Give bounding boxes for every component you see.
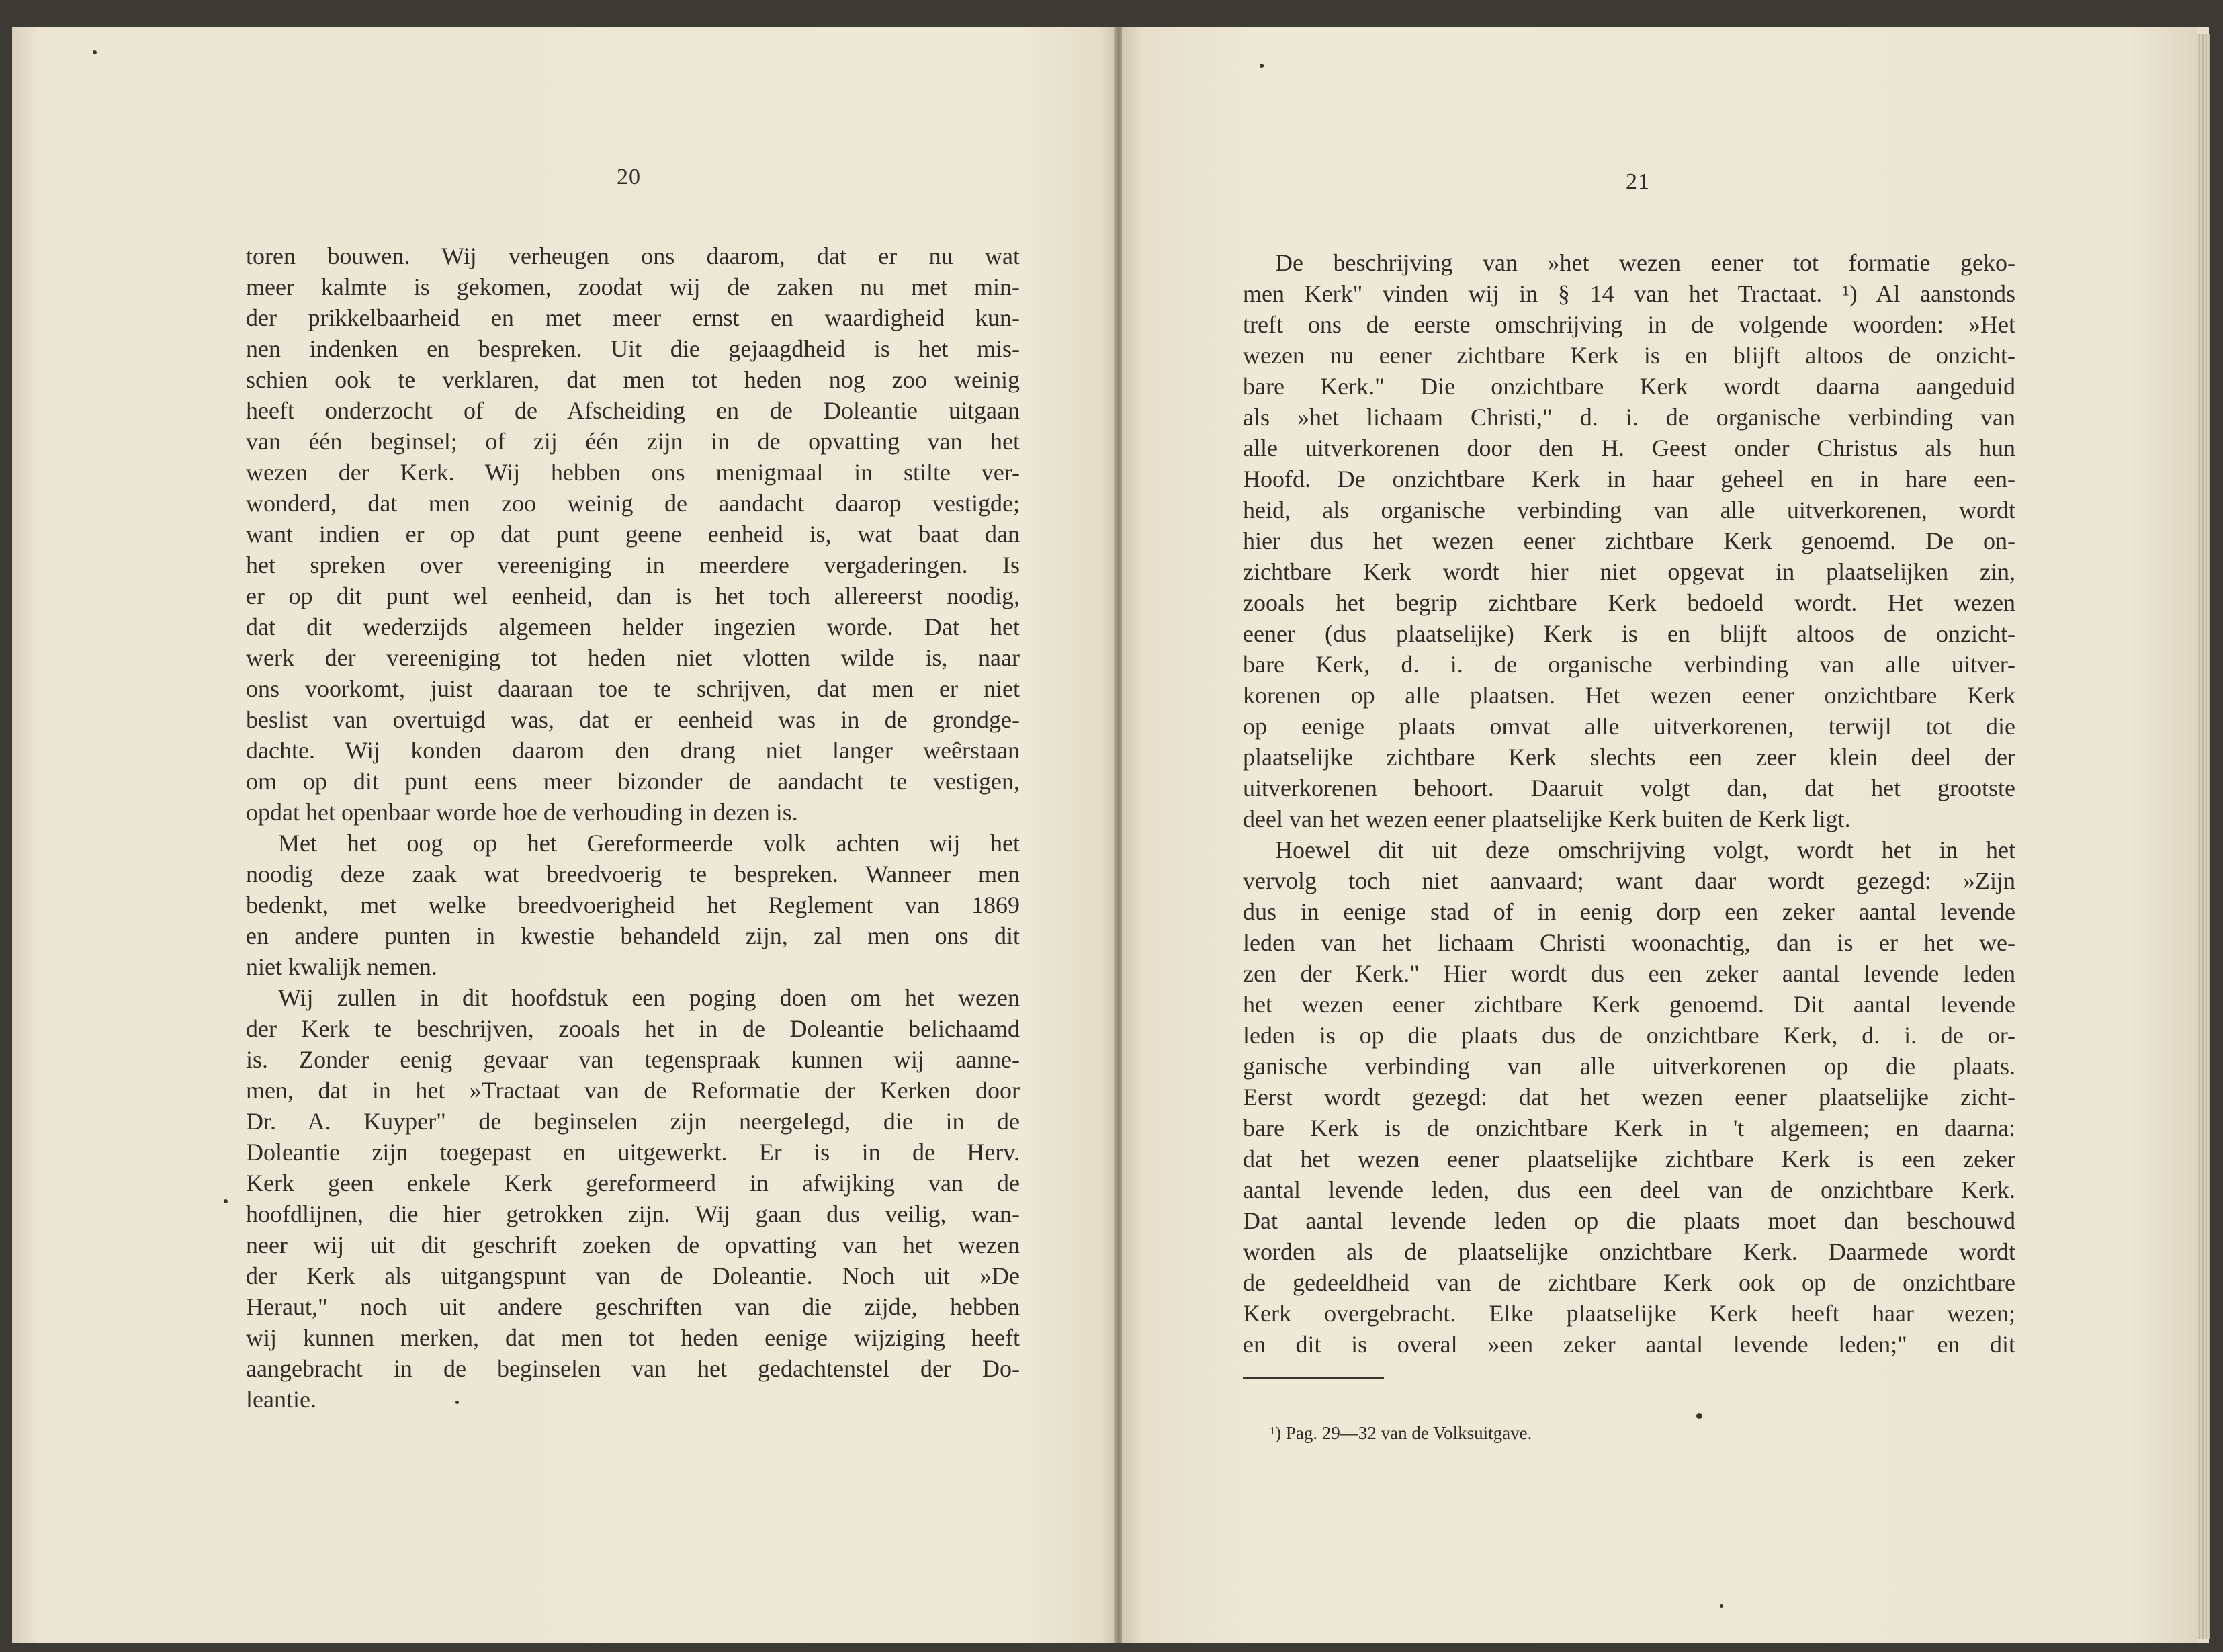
text-line: dus in eenige stad of in eenig dorp een zeker aantal levende	[1243, 898, 2015, 925]
text-line: beslist van overtuigd was, dat er eenheid was in de grondge-	[246, 706, 1020, 733]
text-line: bedenkt, met welke breedvoerigheid het Reglement van 1869	[246, 892, 1020, 918]
text-line: der prikkelbaarheid en met meer ernst en waardigheid kun-	[246, 304, 1020, 331]
text-line: opdat het openbaar worde hoe de verhouding in dezen is.	[246, 799, 798, 826]
text-line: ganische verbinding van alle uitverkorenen op die plaats.	[1243, 1053, 2015, 1080]
text-line: Doleantie zijn toegepast en uitgewerkt. Er is in de Herv.	[246, 1139, 1020, 1166]
text-line: heeft onderzocht of de Afscheiding en de Doleantie uitgaan	[246, 397, 1020, 424]
text-line: Wij zullen in dit hoofdstuk een poging doen om het wezen	[278, 984, 1020, 1011]
page-speck	[1260, 64, 1264, 68]
page-speck	[93, 50, 97, 54]
right-page	[1122, 27, 2197, 1643]
text-line: van één beginsel; of zij één zijn in de opvatting van het	[246, 428, 1020, 455]
page-speck	[1696, 1413, 1702, 1419]
text-line: en andere punten in kwestie behandeld zijn, zal men ons dit	[246, 922, 1020, 949]
text-line: leden is op die plaats dus de onzichtbare Kerk, d. i. de or-	[1243, 1022, 2015, 1049]
text-line: Dr. A. Kuyper" de beginselen zijn neergelegd, die in de	[246, 1108, 1020, 1135]
text-line: Heraut," noch uit andere geschriften van die zijde, hebben	[246, 1293, 1020, 1320]
text-line: worden als de plaatselijke onzichtbare Kerk. Daarmede wordt	[1243, 1238, 2015, 1265]
text-line: dat het wezen eener plaatselijke zichtbare Kerk is een zeker	[1243, 1145, 2015, 1172]
text-line: Kerk overgebracht. Elke plaatselijke Kerk heeft haar wezen;	[1243, 1300, 2015, 1327]
page-block-edge	[2197, 34, 2210, 1639]
text-line: toren bouwen. Wij verheugen ons daarom, dat er nu wat	[246, 243, 1020, 269]
text-line: aangebracht in de beginselen van het gedachtenstel der Do-	[246, 1355, 1020, 1382]
text-line: wonderd, dat men zoo weinig de aandacht daarop vestigde;	[246, 490, 1020, 517]
text-line: en dit is overal »een zeker aantal levende leden;" en dit	[1243, 1331, 2015, 1358]
page-number-left: 20	[617, 165, 641, 189]
text-line: men, dat in het »Tractaat van de Reformatie der Kerken door	[246, 1077, 1020, 1104]
text-line: deel van het wezen eener plaatselijke Kerk buiten de Kerk ligt.	[1243, 806, 1851, 832]
text-line: Hoewel dit uit deze omschrijving volgt, wordt het in het	[1275, 836, 2015, 863]
page-speck	[224, 1199, 228, 1203]
text-line: aantal levende leden, dus een deel van de onzichtbare Kerk.	[1243, 1176, 2015, 1203]
text-line: noodig deze zaak wat breedvoerig te bespreken. Wanneer men	[246, 861, 1020, 887]
text-line: der Kerk als uitgangspunt van de Doleantie. Noch uit »De	[246, 1262, 1020, 1289]
text-line: plaatselijke zichtbare Kerk slechts een zeer klein deel der	[1243, 744, 2015, 771]
left-page-text	[246, 241, 1020, 1415]
text-line: want indien er op dat punt geene eenheid is, wat baat dan	[246, 521, 1020, 548]
left-page	[12, 27, 1117, 1643]
text-line: om op dit punt eens meer bizonder de aandacht te vestigen,	[246, 768, 1020, 795]
text-line: is. Zonder eenig gevaar van tegenspraak kunnen wij aanne-	[246, 1046, 1020, 1073]
text-line: der Kerk te beschrijven, zooals het in de Doleantie belichaamd	[246, 1015, 1020, 1042]
text-line: wij kunnen merken, dat men tot heden eenige wijziging heeft	[246, 1324, 1020, 1351]
text-line: dachte. Wij konden daarom den drang niet langer weêrstaan	[246, 737, 1020, 764]
text-line: bare Kerk, d. i. de organische verbinding van alle uitver-	[1243, 651, 2015, 678]
text-line: de gedeeldheid van de zichtbare Kerk ook op de onzichtbare	[1243, 1269, 2015, 1296]
text-line: Eerst wordt gezegd: dat het wezen eener plaatselijke zicht-	[1243, 1084, 2015, 1111]
text-line: er op dit punt wel eenheid, dan is het toch allereerst noodig,	[246, 582, 1020, 609]
text-line: heid, als organische verbinding van alle uitverkorenen, wordt	[1243, 496, 2015, 523]
text-line: dat dit wederzijds algemeen helder ingezien worde. Dat het	[246, 613, 1020, 640]
text-line: hoofdlijnen, die hier getrokken zijn. Wij gaan dus veilig, wan-	[246, 1201, 1020, 1227]
text-line: uitverkorenen behoort. Daaruit volgt dan, dat het grootste	[1243, 775, 2015, 801]
text-line: op eenige plaats omvat alle uitverkorenen, terwijl tot die	[1243, 713, 2015, 740]
text-line: als »het lichaam Christi," d. i. de organische verbinding van	[1243, 404, 2015, 431]
page-number-right: 21	[1626, 169, 1650, 194]
text-line: wezen nu eener zichtbare Kerk is en blijft altoos de onzicht-	[1243, 342, 2015, 369]
text-line: niet kwalijk nemen.	[246, 953, 437, 980]
open-book	[12, 27, 2209, 1643]
text-line: neer wij uit dit geschrift zoeken de opvatting van het wezen	[246, 1231, 1020, 1258]
text-line: eener (dus plaatselijke) Kerk is en blijft altoos de onzicht-	[1243, 620, 2015, 647]
page-speck	[1720, 1604, 1723, 1608]
text-line: leantie.	[246, 1386, 316, 1413]
text-line: vervolg toch niet aanvaard; want daar wordt gezegd: »Zijn	[1243, 867, 2015, 894]
text-line: ons voorkomt, juist daaraan toe te schrijven, dat men er niet	[246, 675, 1020, 702]
footnote: ¹) Pag. 29—32 van de Volksuitgave.	[1270, 1423, 1532, 1443]
text-line: Met het oog op het Gereformeerde volk achten wij het	[278, 830, 1020, 857]
text-line: bare Kerk." Die onzichtbare Kerk wordt daarna aangeduid	[1243, 373, 2015, 400]
text-line: Hoofd. De onzichtbare Kerk in haar geheel en in hare een-	[1243, 466, 2015, 492]
text-line: zichtbare Kerk wordt hier niet opgevat in plaatselijken zin,	[1243, 558, 2015, 585]
text-line: Kerk geen enkele Kerk gereformeerd in afwijking van de	[246, 1170, 1020, 1197]
text-line: het wezen eener zichtbare Kerk genoemd. Dit aantal levende	[1243, 991, 2015, 1018]
text-line: zen der Kerk." Hier wordt dus een zeker aantal levende leden	[1243, 960, 2015, 987]
footnote-rule	[1243, 1377, 1384, 1379]
text-line: meer kalmte is gekomen, zoodat wij de zaken nu met min-	[246, 273, 1020, 300]
text-line: men Kerk" vinden wij in § 14 van het Tractaat. ¹) Al aanstonds	[1243, 280, 2015, 307]
text-line: Dat aantal levende leden op die plaats moet dan beschouwd	[1243, 1207, 2015, 1234]
text-line: korenen op alle plaatsen. Het wezen eener onzichtbare Kerk	[1243, 682, 2015, 709]
text-line: leden van het lichaam Christi woonachtig, dan is er het we-	[1243, 929, 2015, 956]
text-line: zooals het begrip zichtbare Kerk bedoeld wordt. Het wezen	[1243, 589, 2015, 616]
text-line: treft ons de eerste omschrijving in de volgende woorden: »Het	[1243, 311, 2015, 338]
text-line: nen indenken en bespreken. Uit die gejaagdheid is het mis-	[246, 335, 1020, 362]
text-line: alle uitverkorenen door den H. Geest onder Christus als hun	[1243, 435, 2015, 462]
text-line: schien ook te verklaren, dat men tot heden nog zoo weinig	[246, 366, 1020, 393]
text-line: wezen der Kerk. Wij hebben ons menigmaal in stilte ver-	[246, 459, 1020, 486]
text-line: werk der vereeniging tot heden niet vlotten wilde is, naar	[246, 644, 1020, 671]
right-page-text	[1243, 247, 2015, 1360]
page-speck	[455, 1401, 459, 1404]
text-line: bare Kerk is de onzichtbare Kerk in 't algemeen; en daarna:	[1243, 1115, 2015, 1141]
text-line: De beschrijving van »het wezen eener tot formatie geko-	[1275, 249, 2015, 276]
text-line: het spreken over vereeniging in meerdere vergaderingen. Is	[246, 552, 1020, 578]
text-line: hier dus het wezen eener zichtbare Kerk genoemd. De on-	[1243, 527, 2015, 554]
